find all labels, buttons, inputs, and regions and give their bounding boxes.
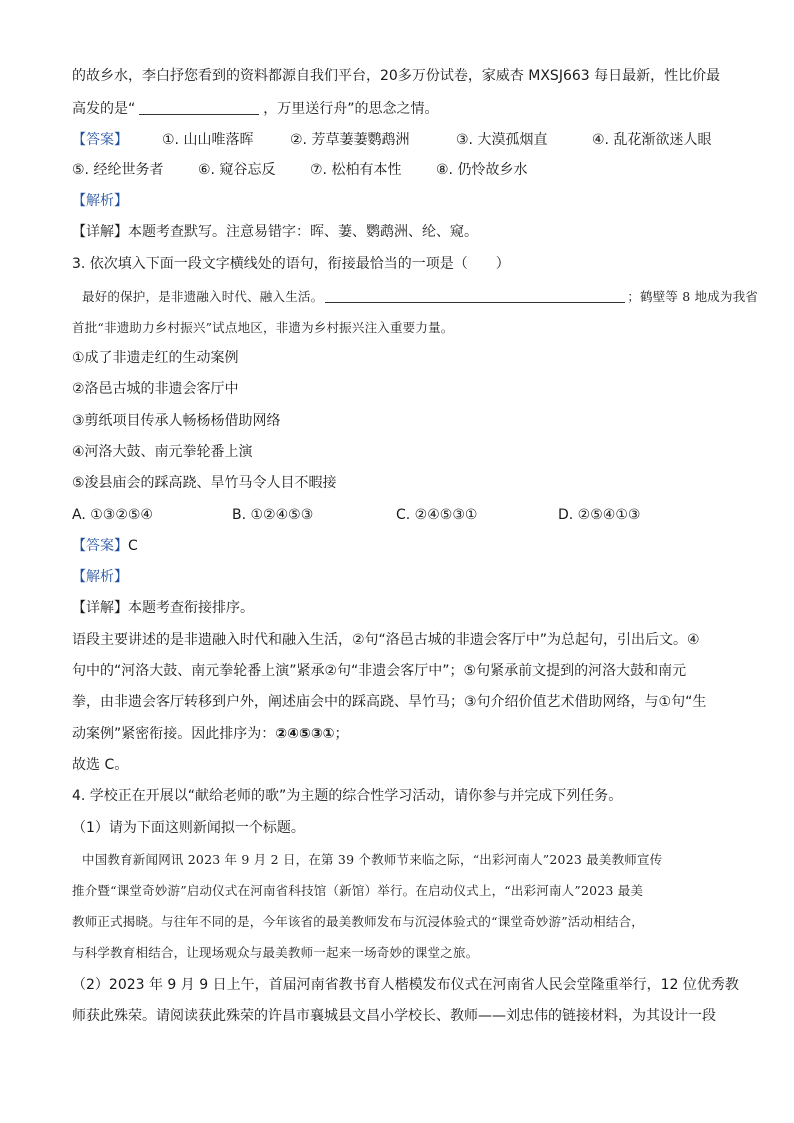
news-line: 推介暨“课堂奇妙游”启动仪式在河南省科技馆（新馆）举行。在启动仪式上，“出彩河南人”2023 最美 — [72, 883, 644, 898]
answer-item: ③. 大漠孤烟直 — [456, 132, 548, 148]
answer-item: ⑥. 窥谷忘反 — [198, 162, 276, 178]
news-line: 中国教育新闻网讯 2023 年 9 月 2 日，在第 39 个教师节来临之际，“出彩河南人”2023 最美教师宣传 — [82, 852, 663, 867]
q4-sub2-line-2: 师获此殊荣。请阅读获此殊荣的许昌市襄城县文昌小学校长、教师——刘忠伟的链接材料，为其设计一段 — [72, 1008, 716, 1024]
q2-text-line-1: 的故乡水，李白抒您看到的资料都源自我们平台，20多万份试卷，家威杏 MXSJ663 每日最新，性比价最 — [72, 68, 721, 84]
analysis-tag: 【解析】 — [72, 193, 128, 209]
q2-line2-prefix: 高发的是“ — [72, 101, 136, 117]
detail-tag: 【详解】 — [72, 224, 128, 240]
answer-item: ②. 芳草萋萋鹦鹉洲 — [290, 132, 410, 148]
explain-line: 拳，由非遗会客厅转移到户外，阐述庙会中的踩高跷、旱竹马；③句介绍价值艺术借助网络，与①句“生 — [72, 694, 707, 710]
q3-item-3: ③剪纸项目传承人畅杨杨借助网络 — [72, 413, 281, 429]
explain-line — [72, 724, 722, 744]
q4-sub2-line-1: （2）2023 年 9 月 9 日上午，首届河南省教书育人楷模发布仪式在河南省人民会堂隆重举行，12 位优秀教 — [72, 977, 739, 993]
q3-item-5: ⑤浚县庙会的踩高跷、旱竹马令人目不暇接 — [72, 475, 337, 491]
fill-blank — [139, 100, 259, 115]
q3-item-1: ①成了非遗走红的生动案例 — [72, 350, 239, 366]
passage-prefix: 最好的保护，是非遗融入时代、融入生活。 — [82, 289, 324, 304]
option-d: D. ②⑤④①③ — [558, 507, 641, 523]
explain-line: 语段主要讲述的是非遗融入时代和融入生活，②句“洛邑古城的非遗会客厅中”为总起句，引出后文。④ — [72, 632, 700, 648]
explain-line: 句中的“河洛大鼓、南元拳轮番上演”紧承②句“非遗会客厅中”；⑤句紧承前文提到的河洛大鼓和南元 — [72, 663, 687, 679]
q3-answer — [72, 536, 722, 556]
detail-text: 本题考查衔接排序。 — [128, 600, 254, 616]
q2-line2-suffix: ，万里送行舟”的思念之情。 — [263, 101, 439, 117]
option-a: A. ①③②⑤④ — [72, 507, 153, 523]
passage-suffix: ；鹤壁等 8 地成为我省 — [627, 289, 759, 304]
fill-blank — [325, 288, 625, 303]
answer-value: C — [128, 538, 138, 554]
explain-text: 动案例”紧密衔接。因此排序为： — [72, 726, 276, 742]
q3-passage-line-1 — [82, 287, 759, 307]
q4-title: 4. 学校正在开展以“献给老师的歌”为主题的综合性学习活动，请你参与并完成下列任务。 — [72, 788, 623, 804]
answer-tag: 【答案】 — [72, 132, 128, 148]
order-end: ； — [334, 726, 349, 742]
answer-item: ①. 山山唯落晖 — [162, 132, 254, 148]
detail-tag: 【详解】 — [72, 600, 128, 616]
q4-sub1: （1）请为下面这则新闻拟一个标题。 — [72, 820, 305, 836]
q3-conclusion: 故选 C。 — [72, 757, 129, 773]
q3-detail — [72, 598, 722, 618]
q3-title: 3. 依次填入下面一段文字横线处的语句，衔接最恰当的一项是（ ） — [72, 256, 510, 272]
q3-passage-line-2: 首批“非遗助力乡村振兴”试点地区，非遗为乡村振兴注入重要力量。 — [72, 320, 454, 335]
order-sequence: ②④⑤③① — [275, 726, 335, 742]
detail-text: 本题考查默写。注意易错字：晖、萋、鹦鹉洲、纶、窥。 — [128, 224, 478, 240]
answer-tag: 【答案】 — [72, 538, 128, 554]
q2-detail — [72, 222, 722, 242]
answer-item: ⑤. 经纶世务者 — [72, 162, 164, 178]
q2-text-line-2 — [72, 99, 722, 119]
news-line: 与科学教育相结合，让现场观众与最美教师一起来一场奇妙的课堂之旅。 — [72, 945, 479, 960]
analysis-tag: 【解析】 — [72, 569, 128, 585]
q3-item-2: ②洛邑古城的非遗会客厅中 — [72, 381, 239, 397]
option-c: C. ②④⑤③① — [396, 507, 478, 523]
answer-item: ⑧. 仍怜故乡水 — [436, 162, 528, 178]
answer-item: ⑦. 松柏有本性 — [310, 162, 402, 178]
answer-item: ④. 乱花渐欲迷人眼 — [592, 132, 712, 148]
option-b: B. ①②④⑤③ — [232, 507, 314, 523]
news-line: 教师正式揭晓。与往年不同的是，今年该省的最美教师发布与沉浸体验式的“课堂奇妙游”活动相结合， — [72, 914, 644, 929]
q3-item-4: ④河洛大鼓、南元拳轮番上演 — [72, 444, 253, 460]
